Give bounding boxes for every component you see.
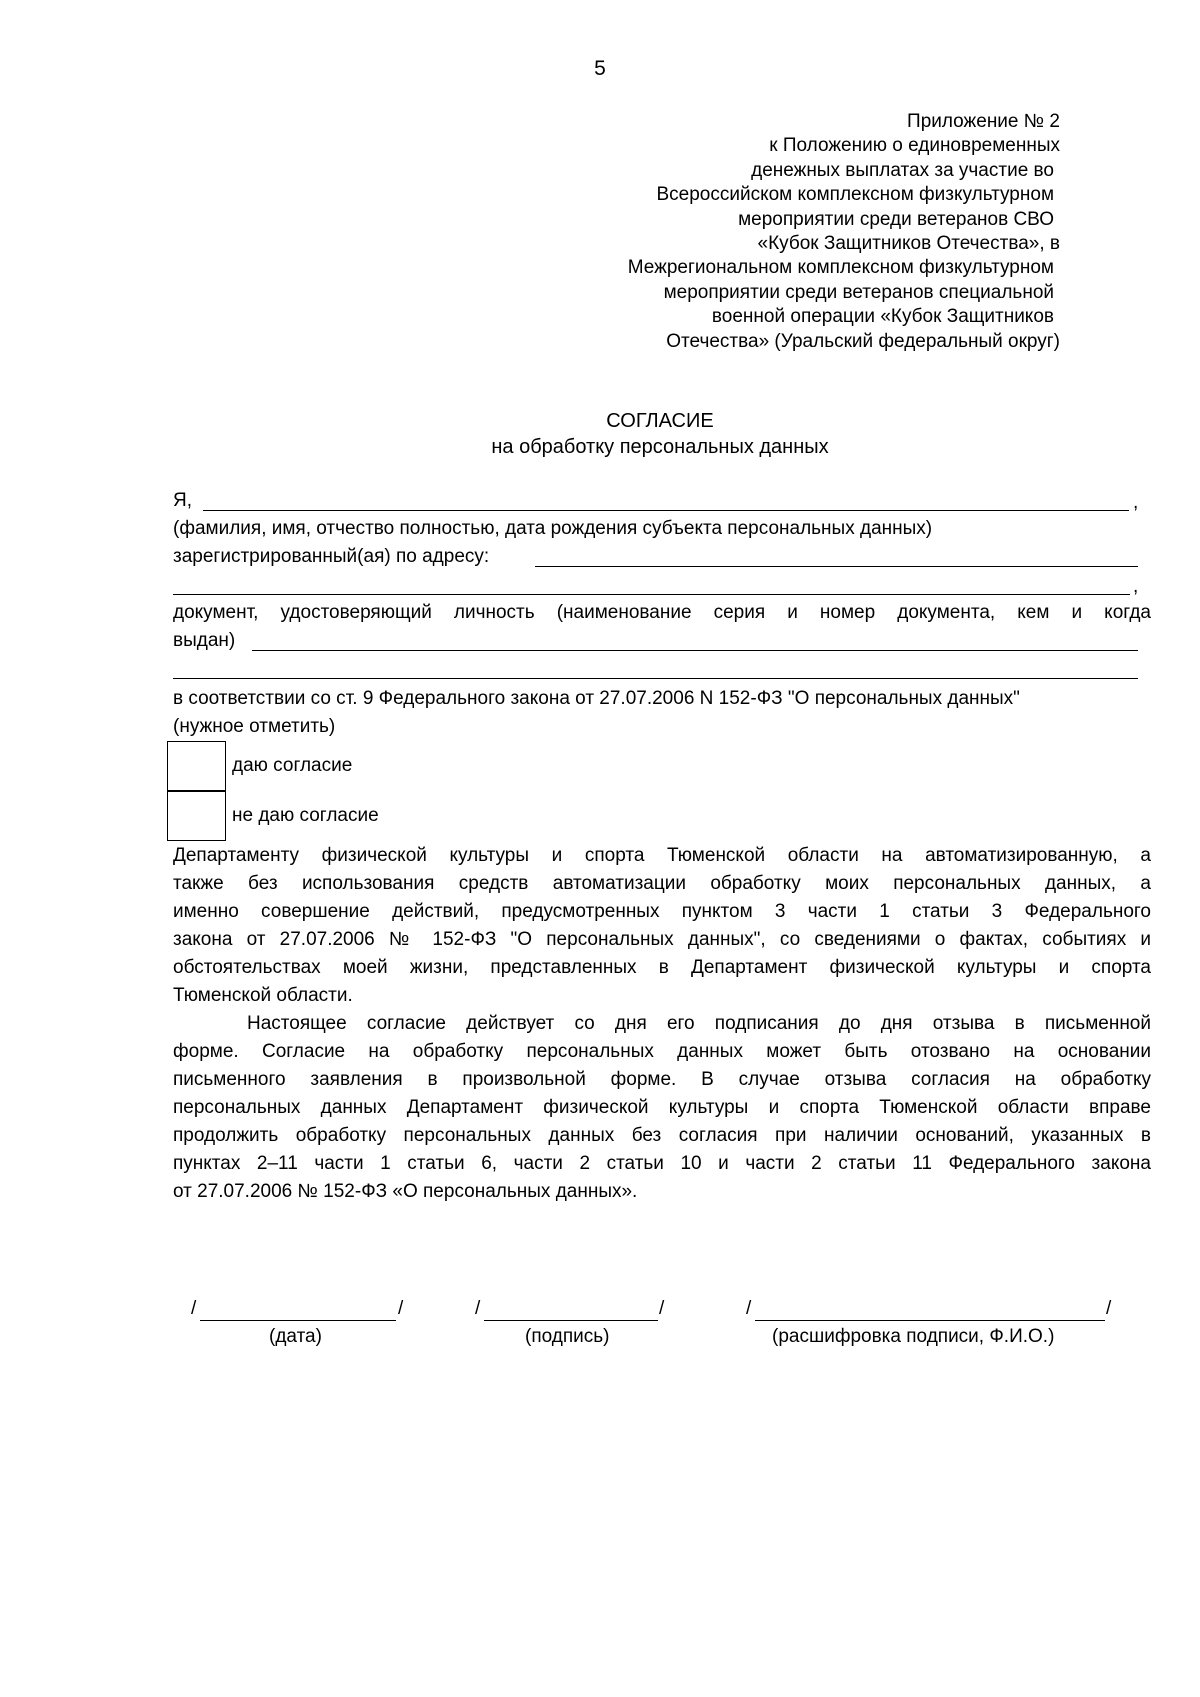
- appendix-line: Приложение № 2: [907, 111, 1060, 132]
- document-field-continued[interactable]: [173, 678, 1138, 679]
- document-field[interactable]: [252, 650, 1138, 651]
- slash: /: [191, 1298, 197, 1319]
- title-main: СОГЛАСИЕ: [606, 410, 714, 432]
- paragraph-line: именно совершение действий, предусмотренных пунктом 3 части 1 статьи 3 Федерального: [173, 901, 1151, 922]
- i-label: Я,: [173, 490, 192, 511]
- name-transcript-field[interactable]: [755, 1320, 1105, 1321]
- address-field-continued[interactable]: [173, 594, 1130, 595]
- full-name-field[interactable]: [203, 510, 1129, 511]
- appendix-line: мероприятии среди ветеранов специальной: [663, 281, 1054, 303]
- paragraph-line: продолжить обработку персональных данных без согласия при наличии оснований, указанных в: [173, 1125, 1151, 1146]
- paragraph-line: Настоящее согласие действует со дня его подписания до дня отзыва в письменной: [247, 1013, 1151, 1034]
- appendix-line: Всероссийском комплексном физкультурном: [656, 184, 1054, 206]
- address-label: зарегистрированный(ая) по адресу:: [173, 546, 490, 567]
- address-field[interactable]: [535, 566, 1138, 567]
- appendix-line: военной операции «Кубок Защитников: [711, 306, 1054, 328]
- name-transcript-label: (расшифровка подписи, Ф.И.О.): [772, 1326, 1055, 1347]
- signature-label: (подпись): [525, 1326, 610, 1347]
- appendix-line: мероприятии среди ветеранов СВО: [738, 208, 1054, 230]
- appendix-header: [540, 110, 1060, 354]
- paragraph-line: Департаменту физической культуры и спорта Тюменской области на автоматизированную, а: [173, 845, 1151, 866]
- page-number: 5: [594, 57, 606, 80]
- comma: ,: [1133, 576, 1139, 597]
- slash: /: [746, 1298, 752, 1319]
- signature-field[interactable]: [484, 1320, 658, 1321]
- slash: /: [1106, 1298, 1112, 1319]
- paragraph-line: закона от 27.07.2006 № 152-ФЗ "О персональных данных", со сведениями о фактах, событиях и: [173, 929, 1151, 950]
- paragraph-line: письменного заявления в произвольной форме. В случае отзыва согласия на обработку: [173, 1069, 1151, 1090]
- paragraph-line: форме. Согласие на обработку персональных данных может быть отозвано на основании: [173, 1041, 1151, 1062]
- agree-label: даю согласие: [232, 755, 353, 776]
- appendix-line: к Положению о единовременных: [769, 135, 1060, 157]
- appendix-line: «Кубок Защитников Отечества», в: [757, 233, 1060, 255]
- appendix-line: Межрегиональном комплексном физкультурном: [627, 257, 1054, 279]
- appendix-line: денежных выплатах за участие во: [751, 159, 1054, 181]
- agree-checkbox[interactable]: [167, 741, 226, 792]
- document-label-end: выдан): [173, 630, 236, 651]
- date-label: (дата): [269, 1326, 322, 1347]
- appendix-line: Отечества» (Уральский федеральный округ): [666, 330, 1060, 352]
- paragraph-line: персональных данных Департамент физической культуры и спорта Тюменской области вправе: [173, 1097, 1151, 1118]
- paragraph-line: от 27.07.2006 № 152-ФЗ «О персональных данных».: [173, 1181, 638, 1202]
- paragraph-line: пунктах 2–11 части 1 статьи 6, части 2 статьи 10 и части 2 статьи 11 Федерального закона: [173, 1153, 1151, 1174]
- mark-hint: (нужное отметить): [173, 716, 336, 737]
- slash: /: [475, 1298, 481, 1319]
- name-hint: (фамилия, имя, отчество полностью, дата рождения субъекта персональных данных): [173, 518, 933, 539]
- disagree-checkbox[interactable]: [167, 790, 226, 841]
- law-reference: в соответствии со ст. 9 Федерального закона от 27.07.2006 N 152-ФЗ "О персональных данных": [173, 688, 1020, 709]
- document-label: документ, удостоверяющий личность (наименование серия и номер документа, кем и когда: [173, 602, 1151, 623]
- paragraph-line: также без использования средств автоматизации обработку моих персональных данных, а: [173, 873, 1151, 894]
- paragraph-line: обстоятельствах моей жизни, представленных в Департамент физической культуры и спорта: [173, 957, 1151, 978]
- date-field[interactable]: [200, 1320, 396, 1321]
- slash: /: [398, 1298, 404, 1319]
- paragraph-line: Тюменской области.: [173, 985, 353, 1006]
- comma: ,: [1133, 492, 1139, 513]
- slash: /: [659, 1298, 665, 1319]
- document-title: [170, 408, 1150, 460]
- disagree-label: не даю согласие: [232, 805, 379, 826]
- title-sub: на обработку персональных данных: [491, 436, 829, 458]
